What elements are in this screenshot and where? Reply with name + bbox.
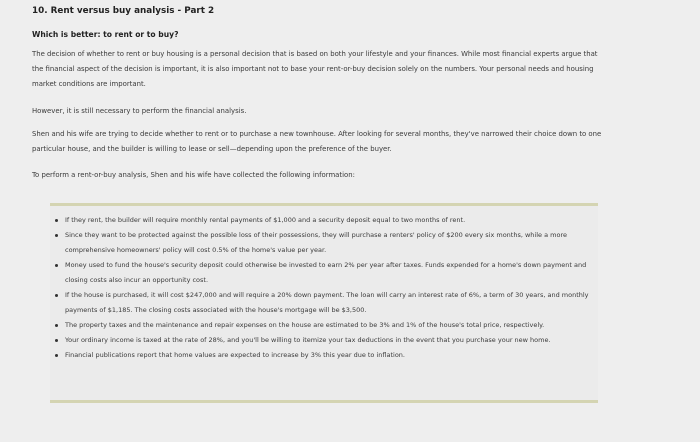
bullet-icon (55, 324, 58, 327)
info-item-text: Your ordinary income is taxed at the rate of 28%, and you'll be willing to itemize your tax deductions in the event that you purchase your new home. (65, 336, 551, 344)
info-item-text: The property taxes and the maintenance and repair expenses on the house are estimated to be 3% and 1% of the house's total price, respectively. (65, 321, 545, 329)
bullet-icon (55, 234, 58, 237)
panel-bottom-rule (50, 400, 598, 403)
info-item-rent (50, 213, 598, 228)
bullet-icon (55, 339, 58, 342)
information-panel (50, 203, 598, 403)
info-item-text: Since they want to be protected against the possible loss of their possessions, they will purchase a renters' policy of $200 every six months, while a more comprehensive homeowners' policy will cost 0.5% of the home's value per year. (65, 231, 567, 254)
info-item-purchase-terms (50, 288, 598, 318)
info-item-text: If the house is purchased, it will cost $247,000 and will require a 20% down payment. The loan will carry an interest rate of 6%, a term of 30 years, and monthly payments of $1,185. The closing costs associated with the house's mortgage will be $3,500. (65, 291, 589, 314)
bullet-icon (55, 354, 58, 357)
scenario-paragraph: Shen and his wife are trying to decide whether to rent or to purchase a new townhouse. After looking for several months, they've narrowed their choice down to one particular house, and the builder is willing to lease or sell—depending upon the preference of the buyer. (32, 130, 602, 153)
info-item-text: Money used to fund the house's security deposit could otherwise be invested to earn 2% per year after taxes. Funds expended for a home's down payment and closing costs also incur an opportunity cost. (65, 261, 587, 284)
section-question: Which is better: to rent or to buy? (32, 30, 179, 39)
problem-title: 10. Rent versus buy analysis - Part 2 (32, 6, 215, 16)
bullet-icon (55, 219, 58, 222)
info-item-insurance (50, 228, 598, 258)
information-list (50, 213, 598, 363)
info-item-opportunity-cost (50, 258, 598, 288)
intro-paragraph: The decision of whether to rent or buy housing is a personal decision that is based on both your lifestyle and your finances. While most financial experts argue that the financial aspect of the decision is important, it is also important not to base your rent-or-buy decision solely on the numbers. Your personal needs and housing market conditions are important. (32, 50, 598, 88)
panel-top-rule (50, 203, 598, 206)
bullet-icon (55, 264, 58, 267)
info-lead-paragraph: To perform a rent-or-buy analysis, Shen and his wife have collected the following information: (32, 171, 355, 179)
info-item-text: Financial publications report that home values are expected to increase by 3% this year due to inflation. (65, 351, 405, 359)
info-item-appreciation (50, 348, 598, 363)
info-item-income-tax (50, 333, 598, 348)
info-item-taxes-maintenance (50, 318, 598, 333)
info-item-text: If they rent, the builder will require monthly rental payments of $1,000 and a security deposit equal to two months of rent. (65, 216, 466, 224)
analysis-note-paragraph: However, it is still necessary to perform the financial analysis. (32, 107, 247, 115)
bullet-icon (55, 294, 58, 297)
